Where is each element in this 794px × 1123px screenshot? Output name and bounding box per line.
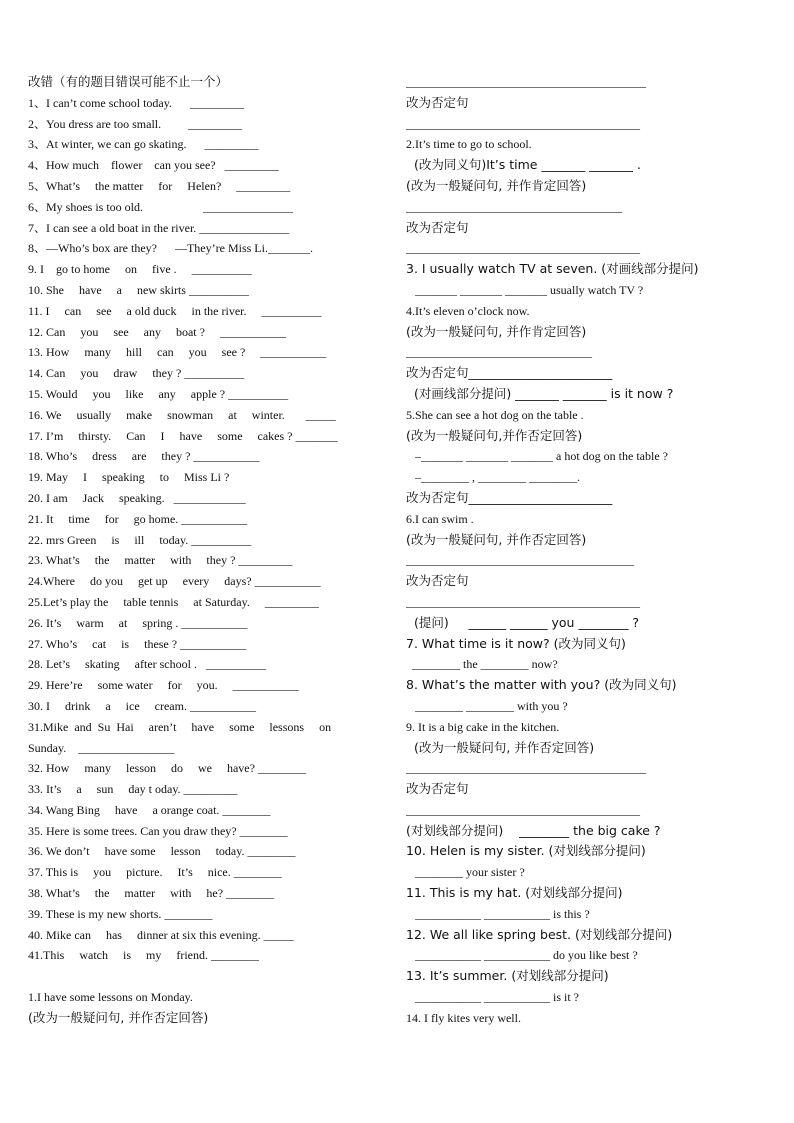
- left-line: 28. Let’s skating after school . __________: [28, 657, 266, 672]
- right-line: 改为否定句: [406, 781, 469, 797]
- left-line: 18. Who’s dress are they ? ___________: [28, 449, 260, 464]
- left-line: 27. Who’s cat is these ? ___________: [28, 636, 247, 651]
- right-line: ________ ________ with you ?: [406, 698, 568, 713]
- right-line: 改为否定句: [406, 219, 469, 235]
- right-line: 2.It’s time to go to school.: [406, 137, 532, 152]
- left-line: 33. It’s a sun day t oday. _________: [28, 782, 238, 797]
- right-line: ___________ ___________ is it ?: [406, 990, 579, 1005]
- left-line: 13. How many hill can you see ? ___________: [28, 345, 327, 360]
- right-line: (改为一般疑问句, 并作肯定回答): [406, 323, 587, 339]
- left-line: [28, 966, 384, 987]
- right-line: _______________________________________: [406, 594, 640, 609]
- left-line: 26. It’s warm at spring . ___________: [28, 615, 248, 630]
- left-line: 16. We usually make snowman at winter. _____: [28, 407, 336, 422]
- right-line: (改为同义句)It’s time _______ _______ .: [406, 157, 641, 173]
- right-line: 改为否定句: [406, 573, 469, 589]
- left-line: 34. Wang Bing have a orange coat. ________: [28, 802, 271, 817]
- right-line: ____________________________________: [406, 199, 622, 214]
- right-line: 10. Helen is my sister. (对划线部分提问): [406, 843, 646, 859]
- left-line: 38. What’s the matter with he? ________: [28, 886, 275, 901]
- left-line: 2、You dress are too small. _________: [28, 116, 243, 131]
- left-line: 15. Would you like any apple ? __________: [28, 386, 289, 401]
- right-line: 14. I fly kites very well.: [406, 1010, 521, 1025]
- left-line: 17. I’m thirsty. Can I have some cakes ? _______: [28, 428, 338, 443]
- left-line: 35. Here is some trees. Can you draw they? ________: [28, 823, 288, 838]
- right-column: [406, 72, 722, 1029]
- right-line: ___________ ___________ do you like best ?: [406, 948, 638, 963]
- left-line: 32. How many lesson do we have? ________: [28, 761, 306, 776]
- left-line: 8、—Who’s box are they? —They’re Miss Li._______.: [28, 241, 313, 256]
- right-line: ______________________________________: [406, 553, 634, 568]
- right-line: –_______ _______ _______ a hot dog on the table ?: [406, 449, 668, 464]
- left-line: 36. We don’t have some lesson today. ________: [28, 844, 296, 859]
- left-line: 41.This watch is my friend. ________: [28, 948, 259, 963]
- right-line: (对划线部分提问) ________ the big cake ?: [406, 822, 661, 838]
- right-line: (改为一般疑问句,并作否定回答): [406, 427, 583, 443]
- right-line: _______________________________________: [406, 116, 640, 131]
- right-line: ________ your sister ?: [406, 865, 525, 880]
- right-line: 3. I usually watch TV at seven. (对画线部分提问): [406, 261, 699, 277]
- left-line: 7、I can see a old boat in the river. _______________: [28, 220, 290, 235]
- left-line: 9. I go to home on five . __________: [28, 262, 252, 277]
- right-line: 改为否定句_______________________: [406, 365, 613, 381]
- right-line: 9. It is a big cake in the kitchen.: [406, 719, 560, 734]
- right-line: _______________________________________: [406, 802, 640, 817]
- left-line: 19. May I speaking to Miss Li ?: [28, 470, 230, 485]
- right-line: 7. What time is it now? (改为同义句): [406, 635, 626, 651]
- right-line: ________ the ________ now?: [406, 657, 558, 672]
- left-line: 10. She have a new skirts __________: [28, 282, 249, 297]
- left-line: 37. This is you picture. It’s nice. ________: [28, 865, 282, 880]
- left-line: 23. What’s the matter with they ? _________: [28, 553, 293, 568]
- left-line: 40. Mike can has dinner at six this evening. _____: [28, 927, 294, 942]
- left-column: [28, 72, 384, 1029]
- left-line: 6、My shoes is too old. _______________: [28, 199, 294, 214]
- right-line: 11. This is my hat. (对划线部分提问): [406, 885, 623, 901]
- right-line: (提问) ______ ______ you ________ ?: [406, 614, 640, 630]
- right-line: 4.It’s eleven o’clock now.: [406, 303, 530, 318]
- left-line: Sunday. ________________: [28, 740, 175, 755]
- left-line: (改为一般疑问句, 并作否定回答): [28, 1009, 209, 1025]
- left-line: 39. These is my new shorts. ________: [28, 906, 213, 921]
- left-line: 25.Let’s play the table tennis at Saturday. _________: [28, 594, 319, 609]
- left-line: 1.I have some lessons on Monday.: [28, 990, 193, 1005]
- left-line: 12. Can you see any boat ? ___________: [28, 324, 286, 339]
- right-line: 8. What’s the matter with you? (改为同义句): [406, 677, 677, 693]
- left-line: 14. Can you draw they ? __________: [28, 366, 245, 381]
- right-line: 6.I can swim .: [406, 511, 474, 526]
- right-line: (对画线部分提问) _______ _______ is it now ?: [406, 385, 674, 401]
- right-line: (改为一般疑问句, 并作肯定回答): [406, 177, 587, 193]
- right-line: ________________________________________: [406, 75, 646, 89]
- right-line: (改为一般疑问句, 并作否定回答): [406, 739, 595, 755]
- left-line: 3、At winter, we can go skating. _________: [28, 137, 259, 152]
- left-line: 22. mrs Green is ill today. __________: [28, 532, 252, 547]
- right-line: ___________ ___________ is this ?: [406, 906, 590, 921]
- right-line: 13. It’s summer. (对划线部分提问): [406, 968, 609, 984]
- left-line: 20. I am Jack speaking. ____________: [28, 490, 246, 505]
- right-line: _______________________________: [406, 345, 592, 360]
- right-line: (改为一般疑问句, 并作否定回答): [406, 531, 587, 547]
- right-line: _______________________________________: [406, 241, 640, 256]
- left-line: 21. It time for go home. ___________: [28, 511, 248, 526]
- left-line: 11. I can see a old duck in the river. __________: [28, 303, 322, 318]
- left-line: 24.Where do you get up every days? ___________: [28, 574, 321, 589]
- left-line: 4、How much flower can you see? _________: [28, 158, 279, 173]
- left-line: 31.Mike and Su Hai aren’t have some lessons on: [28, 719, 332, 734]
- left-line: 29. Here’re some water for you. ___________: [28, 678, 299, 693]
- right-line: 改为否定句: [406, 94, 469, 110]
- right-line: _______ _______ _______ usually watch TV ?: [406, 282, 644, 297]
- right-line: 12. We all like spring best. (对划线部分提问): [406, 926, 673, 942]
- right-line: –________ , ________ ________.: [406, 470, 580, 485]
- left-line: 30. I drink a ice cream. ___________: [28, 698, 256, 713]
- right-line: 改为否定句_______________________: [406, 489, 613, 505]
- left-line: 5、What’s the matter for Helen? _________: [28, 178, 291, 193]
- left-line: 1、I can’t come school today. _________: [28, 95, 244, 110]
- right-line: ________________________________________: [406, 761, 646, 776]
- left-line: 改错（有的题目错误可能不止一个）: [28, 74, 229, 89]
- right-line: 5.She can see a hot dog on the table .: [406, 407, 584, 422]
